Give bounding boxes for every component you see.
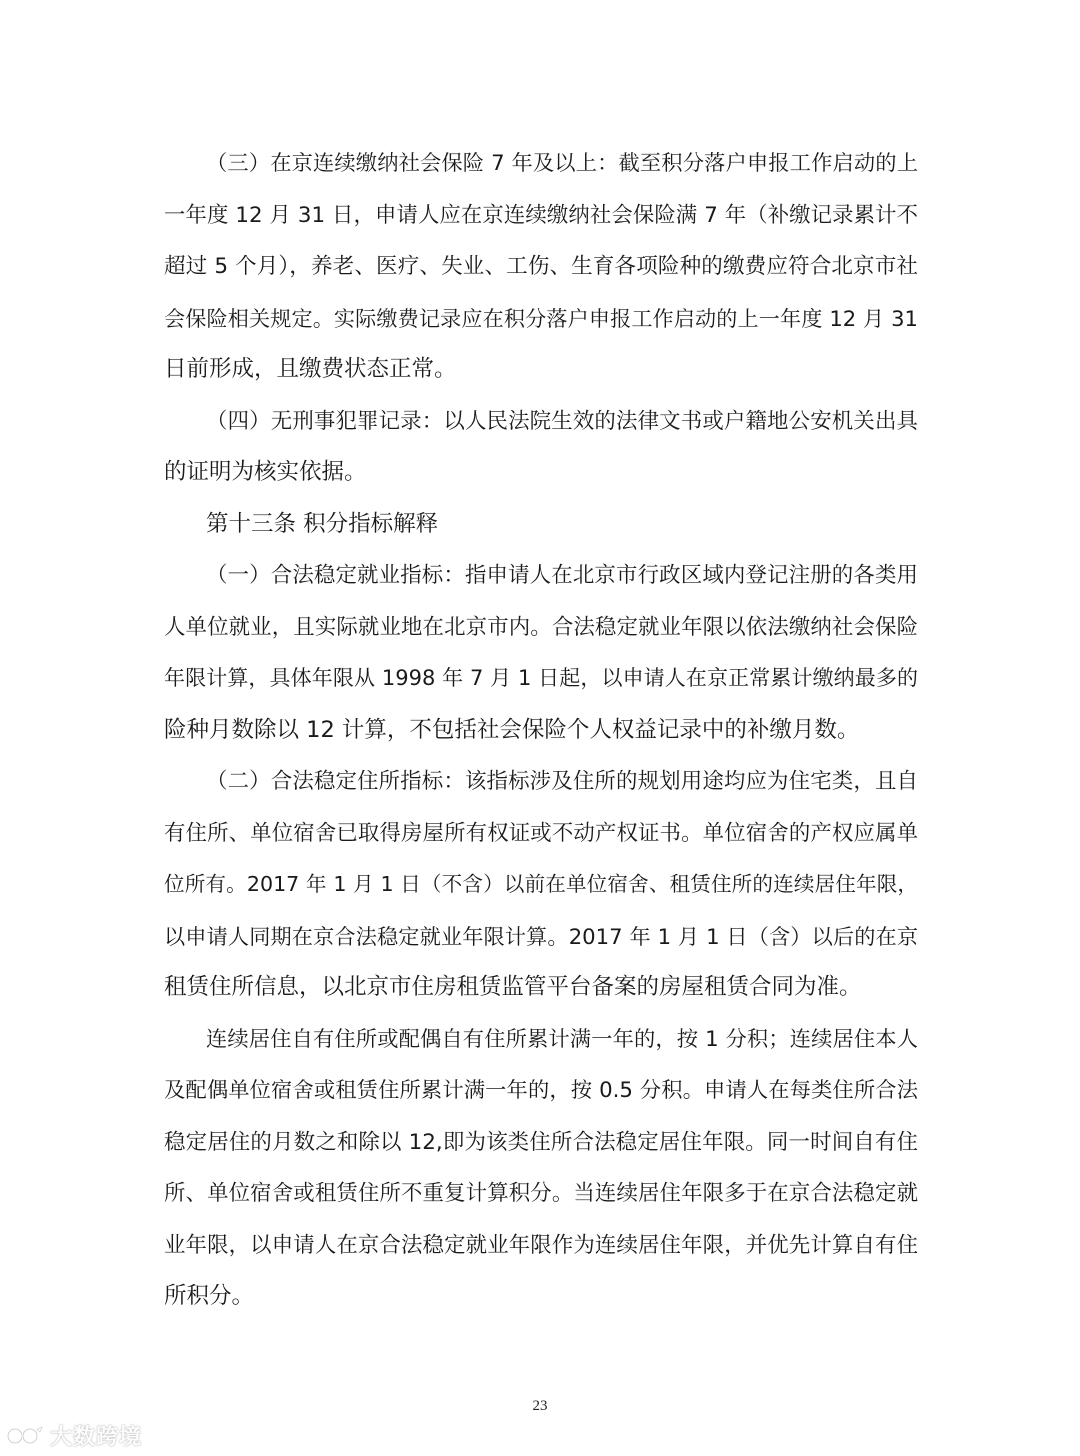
section-heading: 第十三条 积分指标解释 (206, 510, 439, 537)
text-line: 超过 5 个月），养老、医疗、失业、工伤、生育各项险种的缴费应符合北京市社 (164, 254, 918, 279)
text-line: （一）合法稳定就业指标：指申请人在北京市行政区域内登记注册的各类用 (206, 563, 918, 588)
text-line: 租赁住所信息，以北京市住房租赁监管平台备案的房屋租赁合同为准。 (164, 974, 862, 1000)
text-line: 年限计算，具体年限从 1998 年 7 月 1 日起，以申请人在京正常累计缴纳最多的 (164, 666, 918, 690)
text-line: 会保险相关规定。实际缴费记录应在积分落户申报工作启动的上一年度 12 月 31 (164, 305, 918, 331)
watermark (6, 1420, 142, 1451)
page-number: 23 (532, 1398, 548, 1414)
watermark-text: 大数跨境 (50, 1425, 143, 1450)
text-line: 险种月数除以 12 计算，不包括社会保险个人权益记录中的补缴月数。 (164, 716, 860, 743)
text-line: 连续居住自有住所或配偶自有住所累计满一年的，按 1 分积；连续居住本人 (206, 1026, 918, 1052)
text-line: 稳定居住的月数之和除以 12,即为该类住所合法稳定居住年限。同一时间自有住 (164, 1129, 918, 1155)
text-line: 以申请人同期在京合法稳定就业年限计算。2017 年 1 月 1 日（含）以后的在京 (164, 923, 918, 949)
text-line: 及配偶单位宿舍或租赁住所累计满一年的，按 0.5 分积。申请人在每类住所合法 (164, 1078, 918, 1103)
text-line: 所积分。 (164, 1283, 255, 1309)
text-line: （二）合法稳定住所指标：该指标涉及住所的规划用途均应为住宅类，且自 (206, 769, 918, 794)
text-line: 所、单位宿舍或租赁住所不重复计算积分。当连续居住年限多于在京合法稳定就 (164, 1181, 918, 1206)
document-body (164, 138, 918, 1323)
text-line: 人单位就业，且实际就业地在北京市内。合法稳定就业年限以依法缴纳社会保险 (164, 614, 918, 640)
text-line: （四）无刑事犯罪记录：以人民法院生效的法律文书或户籍地公安机关出具 (206, 408, 918, 434)
text-line: （三）在京连续缴纳社会保险 7 年及以上：截至积分落户申报工作启动的上 (206, 151, 918, 176)
text-line: 一年度 12 月 31 日，申请人应在京连续缴纳社会保险满 7 年（补缴记录累计不 (164, 202, 918, 228)
text-line: 有住所、单位宿舍已取得房屋所有权证或不动产权证书。单位宿舍的产权应属单 (164, 820, 918, 846)
text-line: 日前形成，且缴费状态正常。 (164, 356, 457, 382)
text-line: 位所有。2017 年 1 月 1 日（不含）以前在单位宿舍、租赁住所的连续居住年限， (164, 872, 918, 896)
text-line: 的证明为核实依据。 (164, 459, 367, 485)
watermark-logo-icon (6, 1423, 44, 1449)
text-line: 业年限，以申请人在京合法稳定就业年限作为连续居住年限，并优先计算自有住 (164, 1232, 918, 1258)
